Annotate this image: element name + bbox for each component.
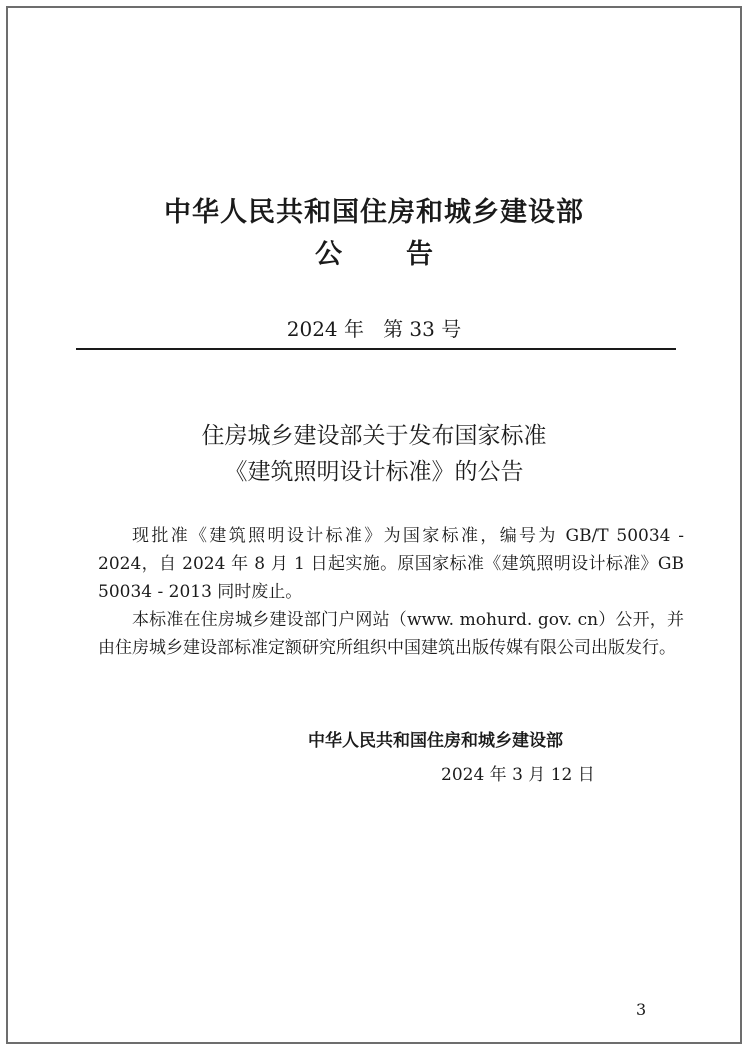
notice-title-line: 《建筑照明设计标准》的公告 (224, 459, 524, 485)
header-divider (76, 348, 676, 350)
page-number: 3 (636, 1000, 647, 1019)
document-type-char: 告 (406, 239, 433, 270)
notice-title-line: 住房城乡建设部关于发布国家标准 (201, 423, 547, 449)
notice-body (98, 522, 684, 662)
document-page (6, 6, 742, 1044)
signature-date: 2024 年 3 月 12 日 (441, 765, 595, 785)
body-paragraph: 本标准在住房城乡建设部门户网站（www. mohurd. gov. cn）公开，并由住房城乡建设部标准定额研究所组织中国建筑出版传媒有限公司出版发行。 (98, 610, 684, 658)
signature-issuer: 中华人民共和国住房和城乡建设部 (308, 731, 563, 751)
document-type (8, 232, 740, 271)
document-type-char: 公 (315, 239, 342, 270)
body-paragraph: 现批准《建筑照明设计标准》为国家标准，编号为 GB/T 50034 - 2024，自 2024 年 8 月 1 日起实施。原国家标准《建筑照明设计标准》GB 50034 - 2013 同时废止。 (98, 526, 684, 602)
issuer-name: 中华人民共和国住房和城乡建设部 (164, 197, 584, 228)
notice-title (8, 418, 740, 490)
document-number: 2024 年 第 33 号 (286, 317, 462, 341)
